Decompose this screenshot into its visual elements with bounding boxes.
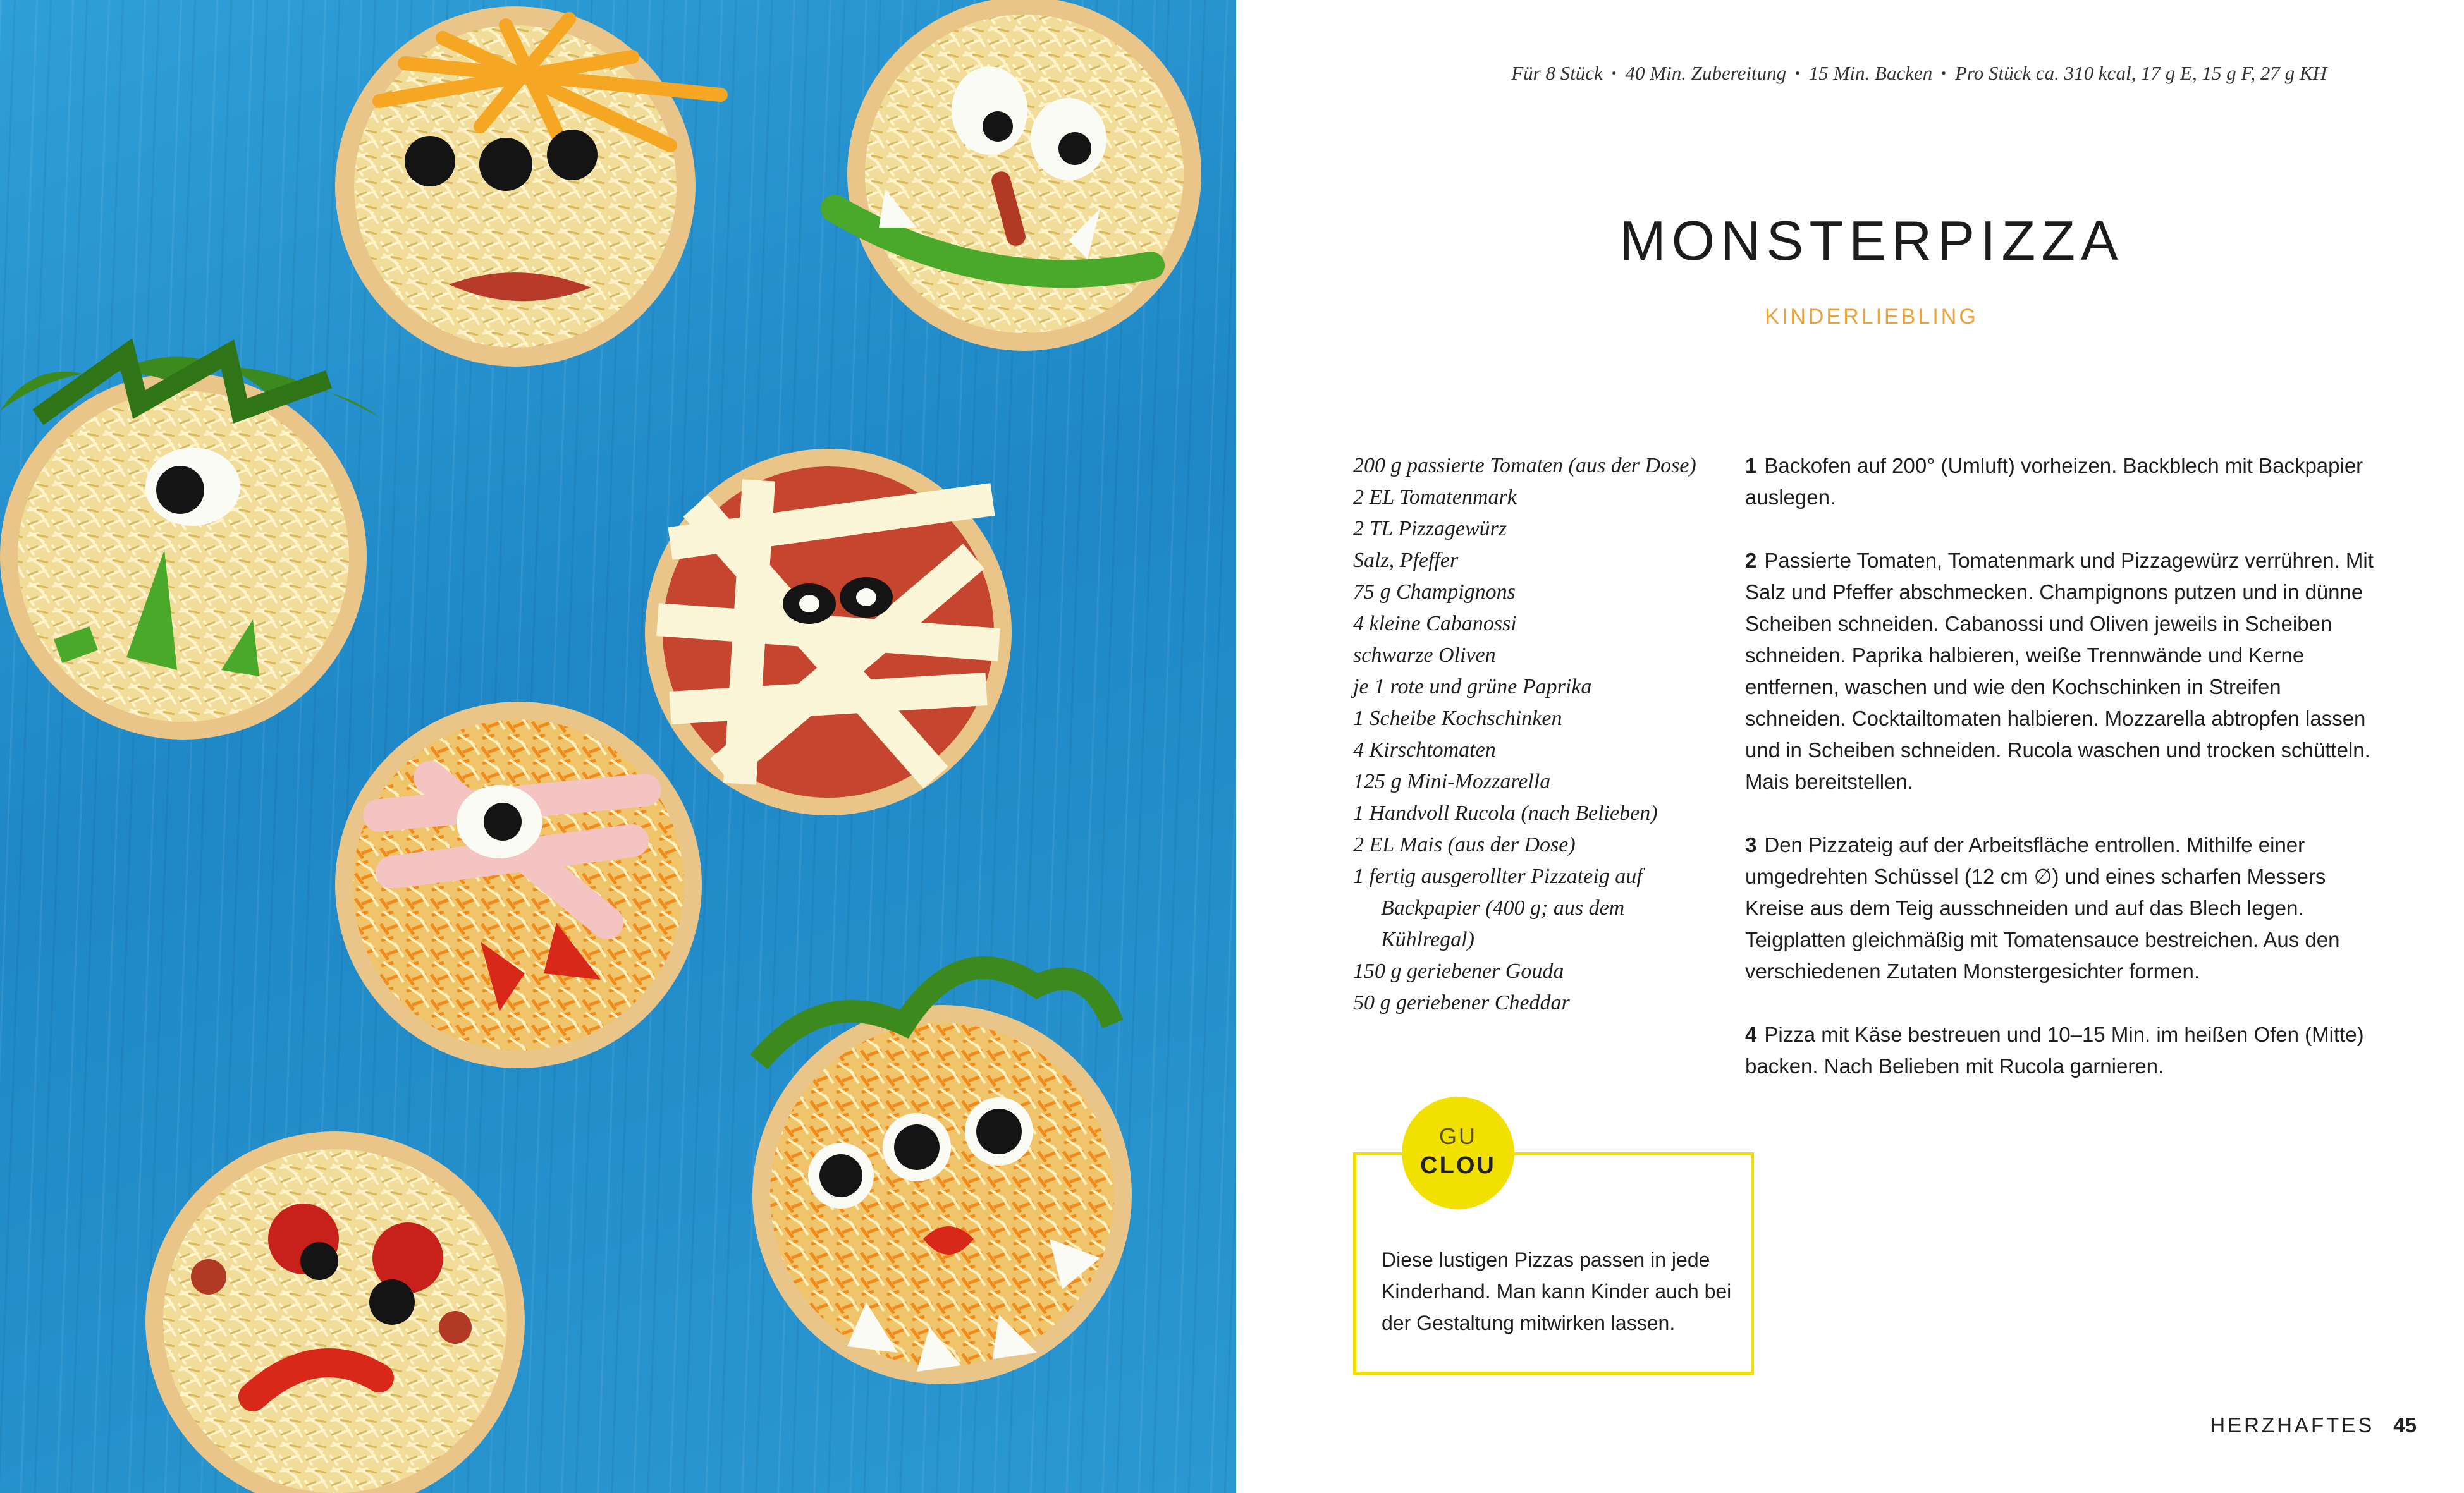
ingredient-item: 75 g Champignons xyxy=(1353,580,1516,604)
meta-nutrition: Pro Stück ca. 310 kcal, 17 g E, 15 g F, 27 g KH xyxy=(1954,62,2327,84)
step-list xyxy=(1745,450,2384,1114)
ingredient-item: schwarze Oliven xyxy=(1353,643,1496,667)
page-footer xyxy=(2210,1413,2417,1437)
pizza-pepper-smile xyxy=(835,0,1201,351)
tip-badge xyxy=(1402,1097,1514,1209)
ingredient-item: 2 EL Tomatenmark xyxy=(1353,485,1517,509)
step-number: 4 xyxy=(1745,1023,1757,1046)
ingredient-item: 2 EL Mais (aus der Dose) xyxy=(1353,833,1576,856)
pizza-mummy xyxy=(645,449,1012,815)
ingredient-item: 4 kleine Cabanossi xyxy=(1353,612,1517,635)
recipe-subtitle: KINDERLIEBLING xyxy=(1765,305,1978,329)
step-3 xyxy=(1745,829,2384,987)
bullet-icon: • xyxy=(1795,65,1800,81)
step-number: 3 xyxy=(1745,833,1757,856)
page-number: 45 xyxy=(2393,1413,2417,1437)
pizza-three-eyes xyxy=(752,968,1132,1384)
recipe-title: MONSTERPIZZA xyxy=(1619,209,2124,272)
ingredient-item: 125 g Mini-Mozzarella xyxy=(1353,770,1551,793)
tip-text: Diese lustigen Pizzas passen in jede Kinderhand. Man kann Kinder auch bei der Gestaltung mitwirken lassen. xyxy=(1382,1248,1732,1334)
tip-badge-label-bottom: CLOU xyxy=(1420,1152,1496,1179)
meta-bake-time: 15 Min. Backen xyxy=(1808,62,1933,84)
step-2 xyxy=(1745,545,2384,798)
ingredient-item: 2 TL Pizzagewürz xyxy=(1353,517,1507,540)
recipe-meta xyxy=(1423,62,2327,85)
meta-servings: Für 8 Stück xyxy=(1511,62,1603,84)
tip-badge-label-top: GU xyxy=(1439,1123,1477,1149)
ingredient-item: je 1 rote und grüne Paprika xyxy=(1353,675,1592,698)
bullet-icon: • xyxy=(1611,65,1617,81)
ingredient-item: 1 Scheibe Kochschinken xyxy=(1353,707,1562,730)
section-name: HERZHAFTES xyxy=(2210,1413,2375,1437)
meta-prep-time: 40 Min. Zubereitung xyxy=(1625,62,1787,84)
step-4 xyxy=(1745,1019,2384,1082)
pizza-cyclops xyxy=(0,354,379,740)
pizza-ham-eye xyxy=(335,702,702,1068)
ingredient-list xyxy=(1353,450,1707,1019)
step-text: Backofen auf 200° (Umluft) vorheizen. Backblech mit Backpapier auslegen. xyxy=(1745,454,2363,509)
ingredient-item: 200 g passierte Tomaten (aus der Dose) xyxy=(1353,454,1696,477)
step-number: 2 xyxy=(1745,549,1757,572)
pizza-cheddar-hair xyxy=(335,6,721,367)
pizza-tomato-eyes xyxy=(145,1131,525,1493)
step-text: Passierte Tomaten, Tomatenmark und Pizzagewürz verrühren. Mit Salz und Pfeffer abschmecken. Champignons putzen und in dünne Scheiben schneiden. Cabanossi und Oliven jeweils in Scheiben schneiden. Paprika halbieren, weiße Trennwände und Kerne entfernen, waschen und wie den Kochschinken in Streifen schneiden. Cocktailtomaten halbieren. Mozzarella abtropfen lassen und in Scheiben schneiden. Rucola waschen und trocken schütteln. Mais bereitstellen. xyxy=(1745,549,2374,793)
step-number: 1 xyxy=(1745,454,1757,477)
ingredient-item: 150 g geriebener Gouda xyxy=(1353,960,1564,983)
step-text: Pizza mit Käse bestreuen und 10–15 Min. im heißen Ofen (Mitte) backen. Nach Belieben mit Rucola garnieren. xyxy=(1745,1023,2364,1078)
step-text: Den Pizzateig auf der Arbeitsfläche entrollen. Mithilfe einer umgedrehten Schüssel (12 cm ∅) und eines scharfen Messers Kreise aus dem Teig ausschneiden und auf das Blech legen. Teigplatten gleichmäßig mit Tomatensauce bestreichen. Aus den verschiedenen Zutaten Monstergesichter formen. xyxy=(1745,833,2340,983)
ingredient-item: 4 Kirschtomaten xyxy=(1353,738,1496,762)
ingredient-item: 50 g geriebener Cheddar xyxy=(1353,991,1570,1015)
ingredient-item: Salz, Pfeffer xyxy=(1353,549,1459,572)
ingredient-item: 1 fertig ausgerollter Pizzateig auf Backpapier (400 g; aus dem Kühlregal) xyxy=(1353,865,1643,951)
ingredient-item: 1 Handvoll Rucola (nach Belieben) xyxy=(1353,801,1658,825)
step-1 xyxy=(1745,450,2384,513)
bullet-icon: • xyxy=(1941,65,1946,81)
